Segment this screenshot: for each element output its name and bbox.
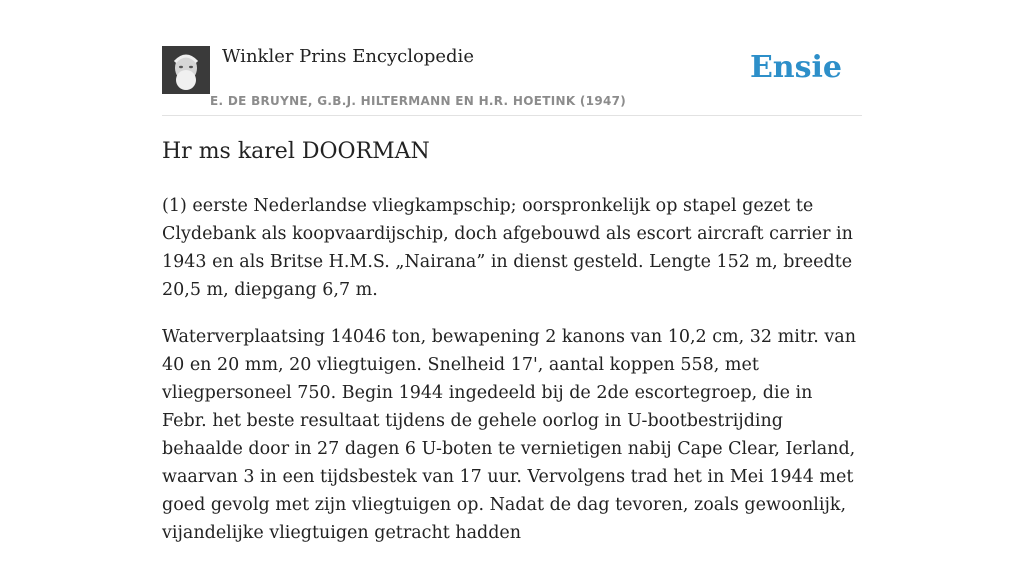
- publication-title[interactable]: Winkler Prins Encyclopedie: [222, 46, 474, 67]
- ensie-logo[interactable]: Ensie: [749, 50, 842, 85]
- publication-header: [162, 44, 862, 116]
- author-portrait-icon[interactable]: [162, 46, 210, 94]
- publication-authors: E. DE BRUYNE, G.B.J. HILTERMANN EN H.R. HOETINK (1947): [210, 94, 627, 108]
- article-paragraph: Waterverplaatsing 14046 ton, bewapening 2 kanons van 10,2 cm, 32 mitr. van 40 en 20 mm, 20 vliegtuigen. Snelheid 17', aantal koppen 558, met vliegpersoneel 750. Begin 1944 ingedeeld bij de 2de escortegroep, die in Febr. het beste resultaat tijdens de gehele oorlog in U-bootbestrijding behaalde door in 27 dagen 6 U-boten te vernietigen nabij Cape Clear, Ierland, waarvan 3 in een tijdsbestek van 17 uur. Vervolgens trad het in Mei 1944 met goed gevolg met zijn vliegtuigen op. Nadat de dag tevoren, zoals gewoonlijk, vijandelijke vliegtuigen getracht hadden: [162, 327, 856, 543]
- article-title: Hr ms karel DOORMAN: [162, 139, 430, 164]
- article-body: [162, 192, 862, 566]
- article-paragraph: (1) eerste Nederlandse vliegkampschip; oorspronkelijk op stapel gezet te Clydebank als koopvaardijschip, doch afgebouwd als escort aircraft carrier in 1943 en als Britse H.M.S. „Nairana” in dienst gesteld. Lengte 152 m, breedte 20,5 m, diepgang 6,7 m.: [162, 196, 853, 300]
